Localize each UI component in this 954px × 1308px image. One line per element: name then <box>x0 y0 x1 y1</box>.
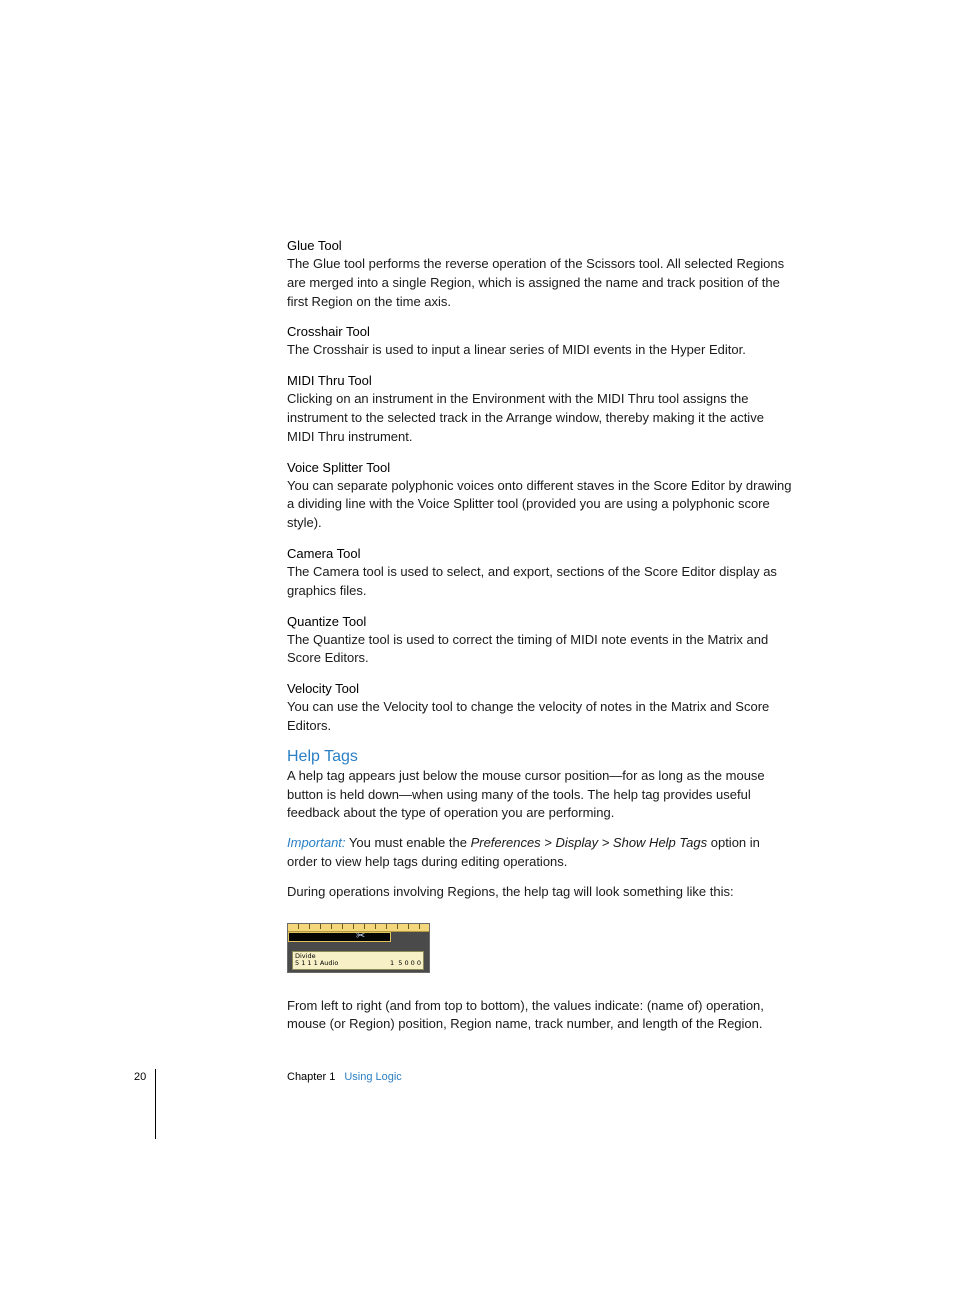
section-voice-splitter-tool <box>287 458 793 533</box>
section-body: You can separate polyphonic voices onto different staves in the Score Editor by drawing a dividing line with the Voice Splitter tool (provided you are using a polyphonic score style). <box>287 477 792 531</box>
section-title: Voice Splitter Tool <box>287 459 391 475</box>
audio-region <box>288 929 391 942</box>
section-title: Glue Tool <box>287 238 342 253</box>
section-title: Camera Tool <box>287 545 361 561</box>
help-tag-track: 1 <box>389 959 395 968</box>
section-body: The Glue tool performs the reverse operation of the Scissors tool. All selected Regions are merged into a single Region, which is assigned the name and track position of the first Region on the time axis. <box>287 256 785 309</box>
help-tag-explanation: From left to right (and from top to bottom), the values indicate: (name of) operation, mouse (or Region) position, Region name, track number, and length of the Region. <box>287 997 764 1032</box>
important-note <box>287 834 793 872</box>
preferences-path: Preferences > Display > Show Help Tags <box>470 835 708 851</box>
section-title: MIDI Thru Tool <box>287 373 372 389</box>
help-tags-intro: A help tag appears just below the mouse cursor position—for as long as the mouse button is held down—when using many of the tools. The help tag provides useful feedback about the type of operation you are performing. <box>287 767 765 821</box>
section-velocity-tool <box>287 679 793 736</box>
help-tags-heading: Help Tags <box>287 747 358 765</box>
help-tag-region-name: Audio <box>319 959 339 968</box>
section-title: Velocity Tool <box>287 681 360 697</box>
section-glue-tool <box>287 236 793 311</box>
help-tag-box <box>292 951 424 970</box>
help-tag-position: 5 1 1 1 <box>295 959 318 968</box>
section-midi-thru-tool <box>287 371 793 446</box>
scissors-cursor-icon: ✂ <box>356 929 366 942</box>
chapter-title-link[interactable]: Using Logic <box>344 1071 402 1083</box>
help-tag-length: 5 0 0 0 <box>398 959 421 968</box>
help-tag-operation: Divide <box>295 951 316 960</box>
section-body: The Quantize tool is used to correct the timing of MIDI note events in the Matrix and Score Editors. <box>287 631 769 666</box>
section-body: You can use the Velocity tool to change the velocity of notes in the Matrix and Score Editors. <box>287 699 770 733</box>
section-title: Quantize Tool <box>287 613 367 629</box>
important-label: Important: <box>287 835 346 851</box>
footer-divider <box>155 1069 156 1139</box>
help-tag-position-and-name <box>295 960 338 968</box>
section-body: The Crosshair is used to input a linear series of MIDI events in the Hyper Editor. <box>287 342 746 358</box>
section-title: Crosshair Tool <box>287 324 370 340</box>
important-text-post: option in order to view help tags during editing operations. <box>287 835 760 869</box>
page-content <box>287 236 793 1045</box>
section-quantize-tool <box>287 612 793 669</box>
help-tag-values <box>295 960 421 968</box>
section-body: The Camera tool is used to select, and export, sections of the Score Editor display as graphics files. <box>287 563 777 598</box>
help-tag-lead-in: During operations involving Regions, the help tag will look something like this: <box>287 883 734 899</box>
chapter-label: Chapter 1 <box>287 1071 336 1083</box>
help-tag-screenshot <box>287 923 430 973</box>
page-number: 20 <box>134 1071 147 1083</box>
section-body: Clicking on an instrument in the Environment with the MIDI Thru tool assigns the instrument to the selected track in the Arrange window, thereby making it the active MIDI Thru instrument. <box>287 391 764 444</box>
section-camera-tool <box>287 544 793 601</box>
section-crosshair-tool <box>287 322 793 360</box>
footer-chapter <box>287 1071 402 1083</box>
help-tag-track-and-length <box>390 960 421 968</box>
important-text-pre: You must enable the <box>345 835 471 851</box>
